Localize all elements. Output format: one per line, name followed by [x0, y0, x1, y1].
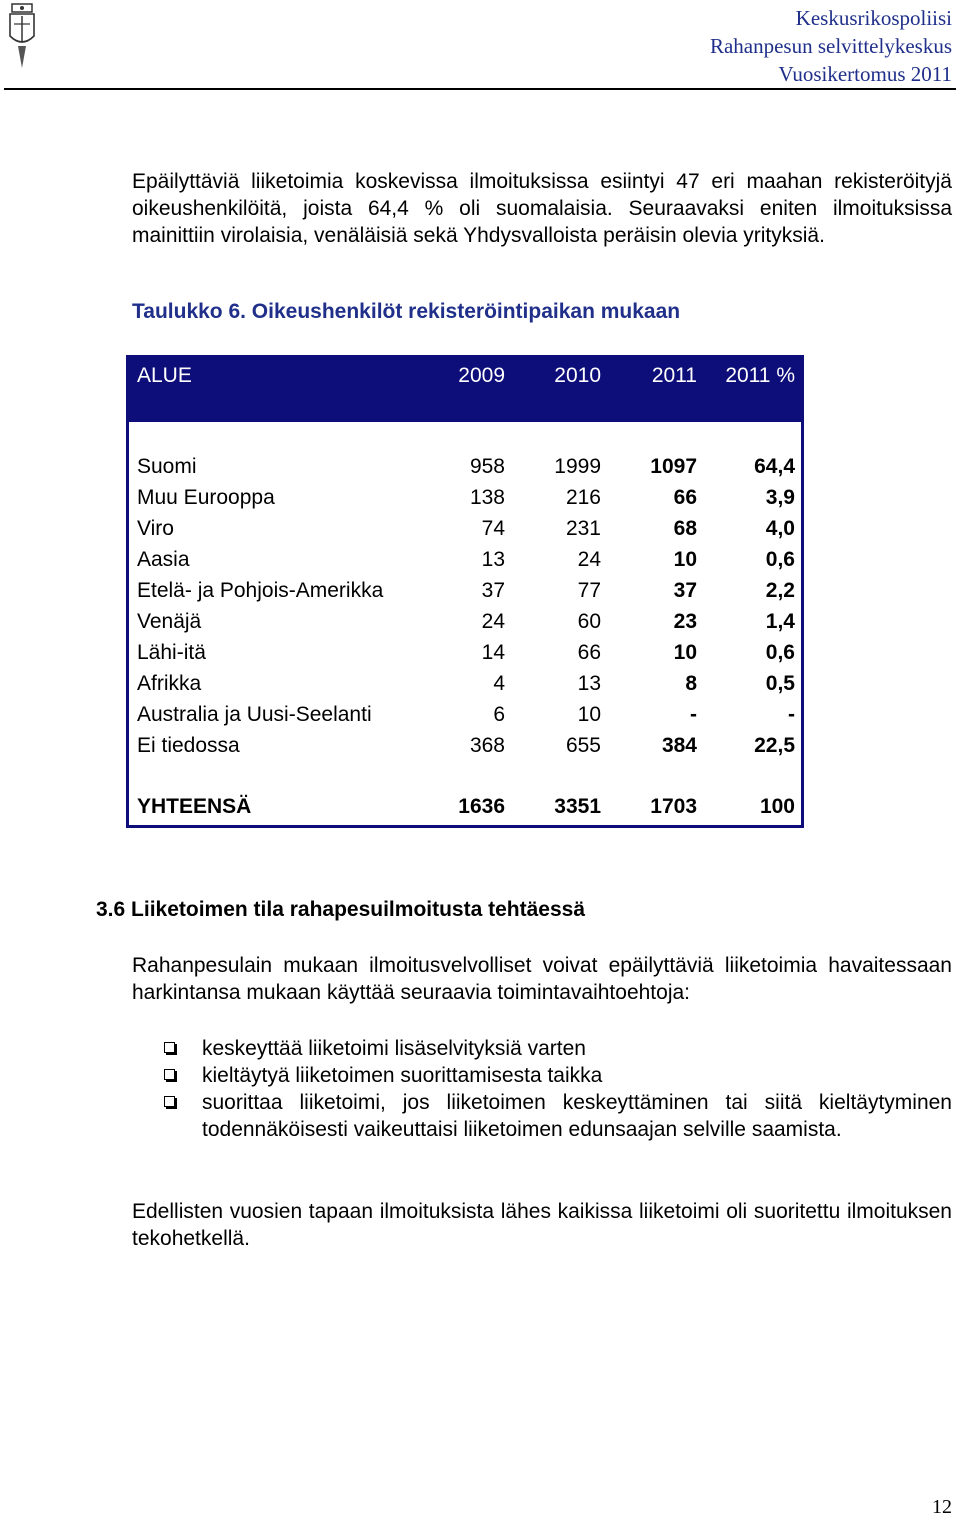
- row-2009: 14: [481, 641, 505, 664]
- police-crest-icon: [4, 2, 40, 72]
- row-area: Etelä- ja Pohjois-Amerikka: [137, 579, 384, 602]
- document-header: [710, 4, 952, 88]
- row-2011-pct: 0,6: [765, 641, 795, 664]
- header-cell-area: ALUE: [137, 364, 192, 387]
- table-row: [129, 672, 801, 699]
- row-2010: 10: [577, 703, 601, 726]
- total-2011-pct: 100: [759, 795, 795, 818]
- row-2011-pct: 22,5: [754, 734, 795, 757]
- header-cell-2011-pct: 2011 %: [725, 364, 795, 387]
- row-2011: 8: [685, 672, 697, 695]
- row-2011-pct: 0,5: [765, 672, 795, 695]
- row-area: Venäjä: [137, 610, 202, 633]
- row-2009: 4: [493, 672, 505, 695]
- list-item: [164, 1062, 952, 1089]
- row-2011: 37: [673, 579, 697, 602]
- row-2011-pct: 3,9: [765, 486, 795, 509]
- row-2009: 37: [481, 579, 505, 602]
- row-area: Afrikka: [137, 672, 202, 695]
- row-2011-pct: 64,4: [754, 455, 795, 478]
- bullet-list: [164, 1035, 952, 1143]
- header-organization: Keskusrikospoliisi: [795, 6, 952, 30]
- total-2010: 3351: [554, 795, 601, 818]
- row-2010: 216: [565, 486, 601, 509]
- total-2011: 1703: [650, 795, 697, 818]
- row-2011: 10: [673, 548, 697, 571]
- table-total-row: [129, 795, 801, 822]
- row-2009: 24: [481, 610, 505, 633]
- row-2010: 66: [577, 641, 601, 664]
- row-2011: 384: [661, 734, 697, 757]
- row-area: Ei tiedossa: [137, 734, 240, 757]
- table-row: [129, 517, 801, 544]
- row-2009: 958: [469, 455, 505, 478]
- row-2011: 1097: [650, 455, 697, 478]
- row-2010: 77: [577, 579, 601, 602]
- table-row: [129, 703, 801, 730]
- row-2011: 68: [673, 517, 697, 540]
- table-row: [129, 548, 801, 575]
- closing-paragraph: Edellisten vuosien tapaan ilmoituksista lähes kaikissa liiketoimi oli suoritettu ilmoituksen tekohetkellä.: [132, 1200, 952, 1250]
- row-area: Viro: [137, 517, 174, 540]
- table-row: [129, 455, 801, 482]
- intro-paragraph: Epäilyttäviä liiketoimia koskevissa ilmoituksissa esiintyi 47 eri maahan rekisteröityjä oikeushenkilöitä, joista 64,4 % oli suomalaisia. Seuraavaksi eniten ilmoituksissa mainittiin virolaisia, venäläisiä sekä Yhdysvalloista peräisin olevia yrityksiä.: [132, 170, 952, 247]
- total-2009: 1636: [458, 795, 505, 818]
- row-2010: 60: [577, 610, 601, 633]
- row-2009: 6: [493, 703, 505, 726]
- data-table: [126, 355, 804, 828]
- row-2011-pct: 0,6: [765, 548, 795, 571]
- row-2010: 13: [577, 672, 601, 695]
- row-2011-pct: 2,2: [765, 579, 795, 602]
- table-row: [129, 610, 801, 637]
- list-item: [164, 1035, 952, 1062]
- row-area: Lähi-itä: [137, 641, 206, 664]
- row-2011: -: [690, 703, 697, 726]
- table-header: [129, 358, 801, 422]
- list-item-text: suorittaa liiketoimi, jos liiketoimen keskeyttäminen tai siitä kieltäytyminen todennäköisesti vaikeuttaisi liiketoimen edunsaajan selville saamista.: [202, 1091, 952, 1141]
- section-paragraph: Rahanpesulain mukaan ilmoitusvelvolliset voivat epäilyttäviä liiketoimia havaitessaan harkintansa mukaan käyttää seuraavia toimintavaihtoehtoja:: [132, 954, 952, 1004]
- row-2011-pct: 4,0: [765, 517, 795, 540]
- row-2009: 138: [469, 486, 505, 509]
- header-cell-2010: 2010: [554, 364, 601, 387]
- page-number: 12: [932, 1496, 952, 1518]
- table-title: Taulukko 6. Oikeushenkilöt rekisteröintipaikan mukaan: [132, 300, 681, 323]
- header-unit: Rahanpesun selvittelykeskus: [709, 34, 952, 58]
- row-2010: 1999: [554, 455, 601, 478]
- row-2009: 13: [481, 548, 505, 571]
- list-item-text: kieltäytyä liiketoimen suorittamisesta taikka: [202, 1064, 603, 1087]
- list-item-text: keskeyttää liiketoimi lisäselvityksiä varten: [202, 1037, 586, 1060]
- row-2009: 74: [481, 517, 505, 540]
- row-area: Muu Eurooppa: [137, 486, 275, 509]
- row-2010: 24: [577, 548, 601, 571]
- header-cell-2011: 2011: [651, 364, 697, 387]
- row-area: Australia ja Uusi-Seelanti: [137, 703, 372, 726]
- row-2011-pct: 1,4: [765, 610, 795, 633]
- row-2010: 655: [565, 734, 601, 757]
- row-2009: 368: [469, 734, 505, 757]
- list-item: [164, 1089, 952, 1143]
- row-2010: 231: [565, 517, 601, 540]
- total-label: YHTEENSÄ: [137, 795, 252, 818]
- table-row: [129, 641, 801, 668]
- row-area: Aasia: [137, 548, 190, 571]
- checkbox-bullet-icon: [164, 1042, 175, 1053]
- checkbox-bullet-icon: [164, 1069, 175, 1080]
- header-report: Vuosikertomus 2011: [778, 62, 952, 86]
- row-2011-pct: -: [788, 703, 795, 726]
- checkbox-bullet-icon: [164, 1096, 175, 1107]
- table-row: [129, 734, 801, 761]
- section-heading: 3.6 Liiketoimen tila rahapesuilmoitusta tehtäessä: [96, 898, 585, 921]
- row-2011: 23: [673, 610, 697, 633]
- row-area: Suomi: [137, 455, 197, 478]
- header-cell-2009: 2009: [458, 364, 505, 387]
- table-row: [129, 486, 801, 513]
- row-2011: 10: [673, 641, 697, 664]
- table-row: [129, 579, 801, 606]
- row-2011: 66: [673, 486, 697, 509]
- header-divider: [4, 88, 956, 90]
